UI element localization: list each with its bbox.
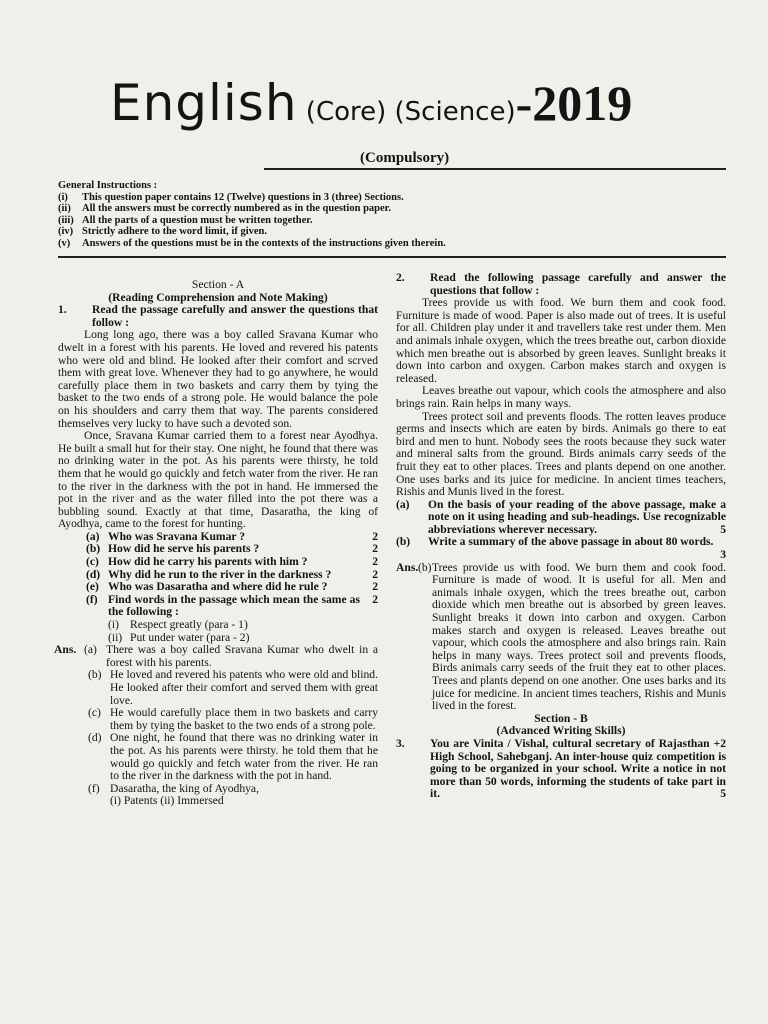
question-2a: (a) On the basis of your reading of the above passage, make a note on it using heading and sub-headings. Use recognizable abbreviations wherever necessary. 5 [396, 497, 726, 536]
page-title [110, 74, 632, 132]
question-item: (d) Why did he run to the river in the darkness ? 2 [86, 567, 378, 581]
question-2b: (b) Write a summary of the above passage in about 80 words. [396, 535, 714, 549]
title-subject: English [110, 74, 298, 132]
instruction-item: (v) Answers of the questions must be in the contexts of the instructions given therein. [58, 237, 446, 249]
question-item: (b) How did he serve his parents ? 2 [86, 542, 378, 556]
instruction-item: (i) This question paper contains 12 (Twelve) questions in 3 (three) Sections. [58, 191, 404, 203]
question-2b-marks: 3 [720, 548, 726, 562]
question-item: (e) Who was Dasaratha and where did he rule ? 2 [86, 580, 378, 594]
passage-2-paragraph-1: Trees provide us with food. We burn them and cook food. Furniture is made of wood. Paper is also made out of trees. It is useful for all. Children play under it and travellers take rest under them. Men and animals inhale oxygen, which the trees breathe out, carbon dioxide which men breathe out is absorbed by green leaves. Sunlight breaks it down into carbon and oxygen. Carbon makes starch and oxygen is released. [396, 296, 726, 385]
instruction-item: (ii) All the answers must be correctly numbered as in the question paper. [58, 203, 391, 215]
title-stream: (Core) (Science) [297, 97, 516, 127]
section-b-title: Section - B [534, 711, 588, 725]
answer-f-words: (i) Patents (ii) Immersed [110, 794, 224, 808]
passage-paragraph-1: Long long ago, there was a boy called Sravana Kumar who dwelt in a forest with his parents. He loved and revered his patents who were old and blind. He looked after their comfort and scrved them with great love. Whenever they had to go anywhere, he would carefully place them in two baskets and carry them by tying the basket to the two ends of a strong pole. He would balance the pole on his shoulders and carry them that way. The parents considered themselves very lucky to have such a devoted son. [58, 328, 378, 430]
question-2-prompt: 2. Read the following passage carefully and answer the questions that follow : [396, 271, 726, 297]
section-b-subtitle: (Advanced Writing Skills) [496, 724, 626, 738]
left-column [54, 278, 378, 808]
sub-item: (ii) Put under water (para - 2) [108, 630, 250, 644]
general-instructions [58, 180, 698, 250]
answer-item: (d) One night, he found that there was no drinking water in the pot. As his parents were thirsty. he told them that he would go quickly and fetch water from the river. He ran to the river in the darkness with the pot in hand. [88, 731, 378, 783]
title-year: -2019 [515, 75, 633, 131]
instructions-rule [58, 256, 726, 258]
sub-item: (i) Respect greatly (para - 1) [108, 618, 248, 632]
section-a-title: Section - A [191, 278, 245, 291]
answer-item: Ans. (a) There was a boy called Sravana Kumar who dwelt in a forest with his parents. [54, 643, 378, 669]
answer-item: (f) Dasaratha, the king of Ayodhya, [88, 781, 259, 795]
section-a-subtitle: (Reading Comprehension and Note Making) [108, 290, 328, 304]
question-item: (a) Who was Sravana Kumar ? 2 [86, 529, 378, 543]
question-1-prompt: 1. Read the passage carefully and answer the questions that follow : [58, 303, 378, 329]
passage-2-paragraph-3: Trees protect soil and prevents floods. The rotten leaves produce germs and insects which are eaten by birds. Animals go there to eat bird and men to hunt. Nobody sees the roots because they suck water and mineral salts from the ground. Birds animals carry seeds of the fruit they eat to other places. Trees and plants depend on one another. One uses barks and its juice for medicine. In ancient times teachers, Rishis and Munis lived in the forest. [396, 409, 726, 499]
instructions-heading: General Instructions : [58, 180, 158, 191]
question-item: (f) Find words in the passage which mean the same as the following : 2 [86, 592, 378, 619]
right-column [396, 272, 726, 801]
header-rule [264, 168, 726, 170]
instruction-item: (iii) All the parts of a question must be written together. [58, 214, 313, 226]
answer-2b: Ans. (b) Trees provide us with food. We burn them and cook food. Furniture is made of wood. It is useful for all. Men and animals inhale oxygen, which the trees breathe out, carbon dioxide which men breathe out is absorbed by green leaves. Sunlight breaks it down into carbon and oxygen. Carbon makes starch and oxygen is released. Leaves breathe out vapour, which cools the atmosphere and also brings rain. Rain helps in many ways. Trees protect soil and prevents floods, Birds animals carry seeds of the fruit they eat to other places. Trees and plants depend on one another. One uses barks and its juice for medicine. In ancient times teachers, Rishis and Munis lived in the forest. [396, 560, 726, 713]
answer-item: (c) He would carefully place them in two baskets and carry them by tying the basket to the two ends of a strong pole. [88, 706, 378, 732]
instruction-item: (iv) Strictly adhere to the word limit, if given. [58, 226, 267, 238]
question-3: 3. You are Vinita / Vishal, cultural secretary of Rajasthan +2 High School, Sahebganj. An inter-house quiz competition is going to be organized in your school. Write a notice in not more than 50 words, informing the students of take part in it. 5 [396, 736, 726, 801]
compulsory-label: (Compulsory) [360, 150, 450, 166]
passage-paragraph-2: Once, Sravana Kumar carried them to a forest near Ayodhya. He built a small hut for their stay. One night, he found that there was no drinking water in the pot. As his parents were thirsty, he told them that he would go quickly and fetch water from the river. He ran to the river in the darkness with the pot in hand. He immersed the pot in the river and as the water filled into the pot there was a bubbling sound. Exactly at that time, Dasaratha, the king of Ayodhya, came to the forest for hunting. [58, 429, 378, 531]
question-item: (c) How did he carry his parents with him ? 2 [86, 555, 378, 569]
passage-2-paragraph-2: Leaves breathe out vapour, which cools the atmosphere and also brings rain. Rain helps in many ways. [396, 384, 726, 410]
answer-item: (b) He loved and revered his patents who were old and blind. He looked after their comfort and served them with great love. [88, 668, 378, 707]
